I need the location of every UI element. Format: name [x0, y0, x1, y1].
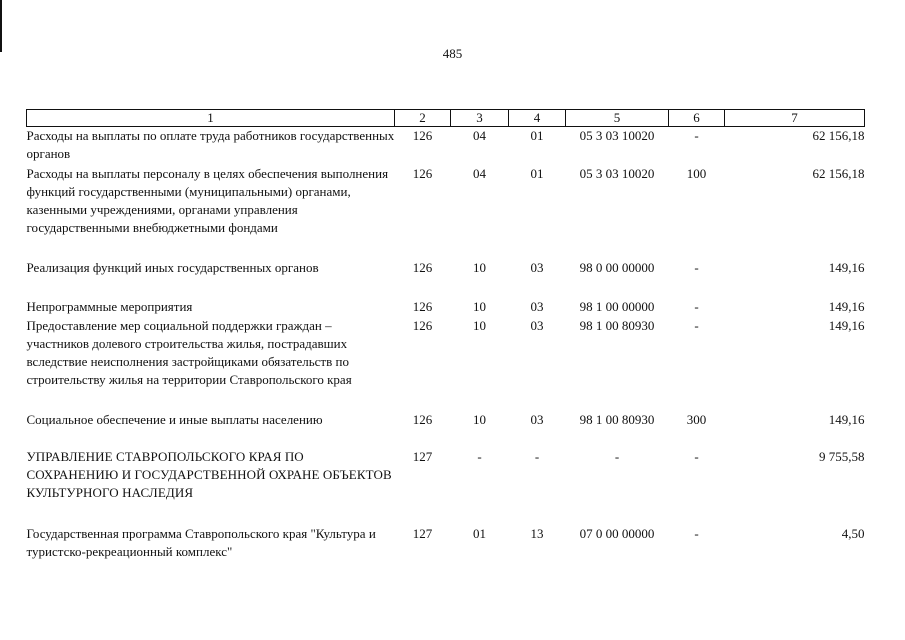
header-col-7: 7: [725, 110, 865, 127]
row-col-7: 62 156,18: [812, 165, 865, 181]
row-col-4: 03: [530, 411, 544, 427]
row-col-2: 126: [412, 165, 433, 181]
header-col-5: 5: [566, 110, 669, 127]
row-col-4: 01: [530, 165, 544, 181]
row-name: Социальное обеспечение и иные выплаты населению: [26, 411, 323, 427]
page-number: 485: [442, 46, 463, 61]
row-col-6: -: [694, 317, 699, 333]
scan-edge-mark: [0, 0, 2, 52]
table-header-row: [27, 110, 865, 127]
row-col-4: 03: [530, 317, 544, 333]
header-col-1: 1: [27, 110, 395, 127]
row-col-6: -: [694, 128, 699, 143]
header-col-2: 2: [395, 110, 451, 127]
header-col-3: 3: [451, 110, 509, 127]
row-col-6: 300: [686, 411, 707, 427]
row-col-2: 126: [412, 411, 433, 427]
row-col-2: 127: [412, 525, 433, 541]
table-row: [27, 411, 865, 448]
table-row: [27, 127, 865, 165]
row-name: Реализация функций иных государственных органов: [26, 259, 319, 275]
row-col-5: 98 1 00 00000: [579, 298, 655, 314]
row-col-6: -: [694, 298, 699, 314]
table-row: [27, 448, 865, 525]
row-col-7: 149,16: [828, 317, 865, 333]
row-col-4: 13: [530, 525, 544, 541]
row-col-4: -: [534, 448, 540, 464]
row-col-4: 03: [530, 298, 544, 314]
row-col-5: 05 3 03 10020: [579, 128, 655, 143]
row-col-7: 4,50: [841, 525, 865, 541]
table-row: [27, 525, 865, 565]
row-col-2: 126: [412, 259, 433, 275]
row-col-3: 04: [473, 165, 486, 181]
row-col-7: 9 755,58: [819, 448, 865, 464]
row-col-2: 126: [412, 128, 433, 143]
row-col-6: -: [694, 448, 699, 464]
row-col-3: 10: [473, 298, 486, 314]
row-col-2: 127: [412, 448, 433, 464]
row-name: Расходы на выплаты по оплате труда работников государственных органов: [26, 128, 395, 161]
row-col-6: -: [694, 525, 699, 541]
row-col-2: 126: [412, 298, 433, 314]
row-name: Предоставление мер социальной поддержки граждан – участников долевого строительства жилья, пострадавших вследствие неисполнения застройщиками обязательств по строительству жилья на территории Ставропольского края: [26, 317, 352, 387]
row-col-3: 04: [473, 128, 486, 143]
row-name: Государственная программа Ставропольского края "Культура и туристско-рекреационный комплекс": [26, 525, 376, 559]
row-col-2: 126: [412, 317, 433, 333]
row-col-7: 62 156,18: [812, 128, 865, 143]
row-col-4: 03: [530, 259, 544, 275]
row-col-5: 98 1 00 80930: [579, 317, 655, 333]
header-col-6: 6: [669, 110, 725, 127]
row-col-5: 05 3 03 10020: [579, 165, 655, 181]
budget-table: [26, 109, 865, 565]
table-row: [27, 317, 865, 411]
header-col-4: 4: [509, 110, 566, 127]
table-row: [27, 259, 865, 298]
row-col-6: -: [694, 259, 699, 275]
row-name: УПРАВЛЕНИЕ СТАВРОПОЛЬСКОГО КРАЯ ПО СОХРАНЕНИЮ И ГОСУДАРСТВЕННОЙ ОХРАНЕ ОБЪЕКТОВ КУЛЬТУРНОГО НАСЛЕДИЯ: [26, 448, 392, 500]
row-col-3: 01: [473, 525, 486, 541]
row-col-7: 149,16: [828, 411, 865, 427]
row-name: Расходы на выплаты персоналу в целях обеспечения выполнения функций государственными (муниципальными) органами, казенными учреждениями, органами управления государственными внебюджетными фондами: [26, 165, 389, 235]
row-col-4: 01: [530, 128, 544, 143]
table-row: [27, 298, 865, 317]
row-col-5: 07 0 00 00000: [579, 525, 655, 541]
row-col-3: 10: [473, 259, 486, 275]
table-row: [27, 165, 865, 259]
row-col-3: 10: [473, 411, 486, 427]
row-col-3: 10: [473, 317, 486, 333]
row-col-7: 149,16: [828, 259, 865, 275]
row-col-6: 100: [686, 165, 707, 181]
row-col-5: 98 0 00 00000: [579, 259, 655, 275]
row-name: Непрограммные мероприятия: [26, 298, 193, 314]
row-col-5: -: [614, 448, 620, 464]
row-col-5: 98 1 00 80930: [579, 411, 655, 427]
row-col-7: 149,16: [828, 298, 865, 314]
row-col-3: -: [477, 448, 482, 464]
